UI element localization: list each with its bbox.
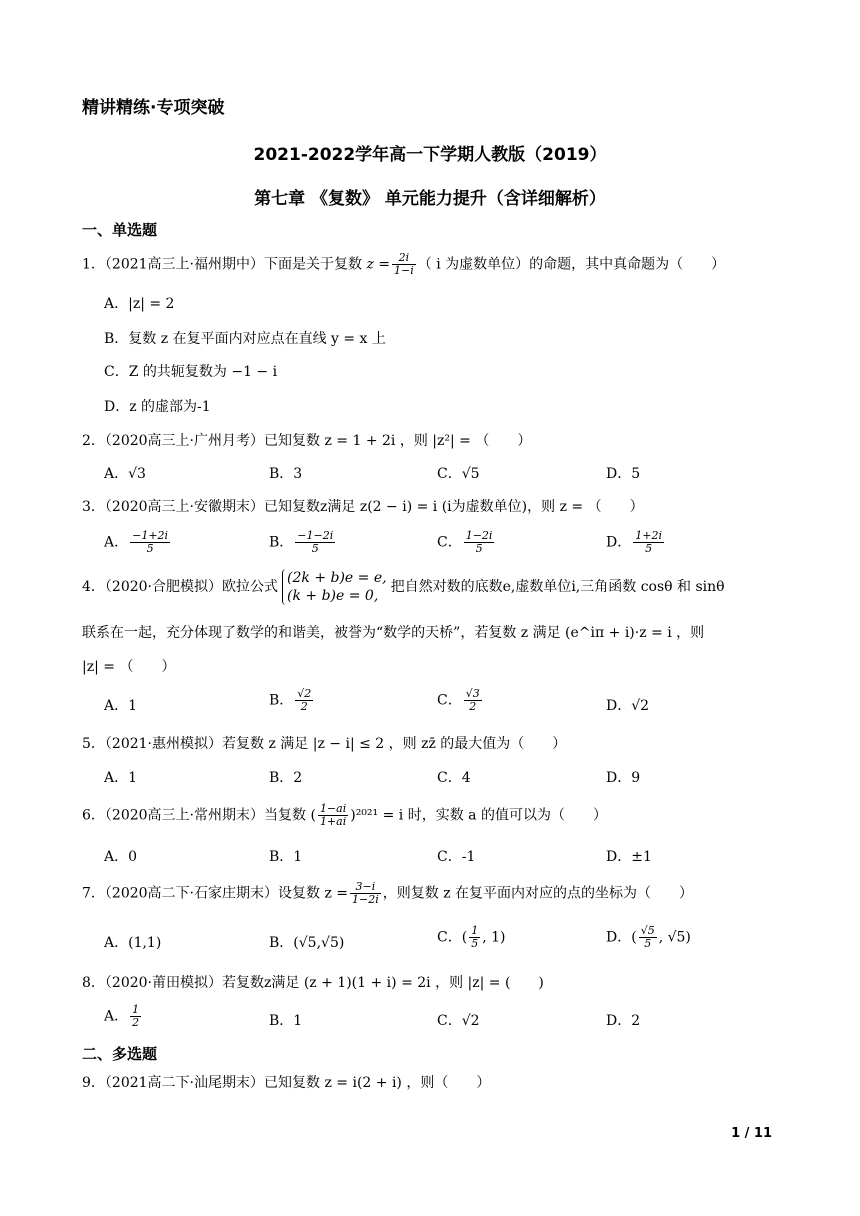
option: C．-1 [437, 849, 476, 865]
option: B．1 [269, 849, 303, 865]
option: D．z 的虚部为-1 [104, 399, 211, 415]
question-source: （2020高三上·安徽期末） [104, 499, 265, 515]
question-source: （2020·莆田模拟） [104, 975, 223, 991]
question-source: （2020高二下·石家庄期末） [104, 885, 279, 902]
question-6: 6．（2020高三上·常州期末）当复数 ( $\frac{1-ai}{1+ai}$ )²⁰²¹ = i 时，实数 a 的值可以为（ ） [82, 802, 607, 828]
question-source: （2021高二下·汕尾期末） [104, 1075, 265, 1091]
doc-title-line2: 第七章 《复数》 单元能力提升（含详细解析） [254, 189, 606, 209]
question-7: 7．（2020高二下·石家庄期末）设复数 z = $\frac{3-i}{1-2i}$ ，则复数 z 在复平面内对应的点的坐标为（ ） [82, 880, 694, 906]
option: B． $\frac{√2}{2}$ [269, 687, 312, 713]
option: B． $\frac{-1-2i}{5}$ [269, 529, 334, 555]
option: C．√5 [437, 466, 480, 482]
option: C．Z 的共轭复数为 −1 − i [104, 364, 278, 380]
option: A．1 [104, 698, 138, 714]
page-number: 1 / 11 [731, 1126, 772, 1141]
option: A． $\frac{1}{2}$ [104, 1003, 140, 1029]
option: D．√2 [606, 698, 650, 714]
question-2: 2．（2020高三上·广州月考）已知复数 z = 1 + 2i ，则 |z²| = （ ） [82, 433, 532, 449]
question-5: 5．（2021·惠州模拟）若复数 z 满足 |z − i| ≤ 2 ，则 zz̄ 的最大值为（ ） [82, 736, 567, 752]
section-single-choice: 一、单选题 [82, 221, 158, 239]
question-source: （2020·合肥模拟） [104, 579, 223, 595]
question-source: （2021高三上·福州期中） [104, 256, 265, 273]
equation-system: (2k + b)e = e, (k + b)e = 0, [282, 569, 387, 605]
question-4-line2: 联系在一起，充分体现了数学的和谐美，被誉为“数学的天桥”，若复数 z 满足 (e^iπ + i)·z = i ，则 [82, 625, 705, 641]
option: A．√3 [104, 466, 146, 482]
question-1: 1．（2021高三上·福州期中）下面是关于复数 z = $\frac{2i}{1-i}$ （ i 为虚数单位）的命题，其中真命题为（ ） [82, 251, 726, 277]
option: D． $\frac{1+2i}{5}$ [606, 529, 662, 555]
question-4: 4．（2020·合肥模拟）欧拉公式 (2k + b)e = e, (k + b)e = 0, 把自然对数的底数e,虚数单位i,三角函数 cosθ 和 sinθ [82, 570, 725, 604]
option: D．±1 [606, 849, 652, 865]
option: B．2 [269, 770, 303, 786]
option: C． $\frac{√3}{2}$ [437, 687, 480, 713]
option: B．1 [269, 1013, 303, 1029]
question-9: 9．（2021高二下·汕尾期末）已知复数 z = i(2 + i) ，则（ ） [82, 1075, 491, 1091]
question-source: （2021·惠州模拟） [104, 736, 223, 752]
question-source: （2020高三上·常州期末） [104, 807, 265, 824]
option: D．( $\frac{√5}{5}$ , √5) [606, 924, 691, 950]
option: A．1 [104, 770, 138, 786]
option: C．( $\frac{1}{5}$ , 1) [437, 924, 506, 950]
question-4-line3: |z| = （ ） [82, 659, 176, 675]
brand-title: 精讲精练·专项突破 [82, 98, 225, 118]
option: A．|z| = 2 [104, 296, 175, 312]
question-8: 8．（2020·莆田模拟）若复数z满足 (z + 1)(1 + i) = 2i ，则 |z| = ( ) [82, 975, 544, 991]
option: D．5 [606, 466, 641, 482]
option: A． $\frac{-1+2i}{5}$ [104, 529, 169, 555]
option: A．0 [104, 849, 138, 865]
question-source: （2020高三上·广州月考） [104, 433, 265, 449]
option: B．3 [269, 466, 303, 482]
option: C． $\frac{1-2i}{5}$ [437, 529, 493, 555]
option: C．4 [437, 770, 471, 786]
option: B．复数 z 在复平面内对应点在直线 y = x 上 [104, 331, 386, 347]
option: D．2 [606, 1013, 641, 1029]
section-multi-choice: 二、多选题 [82, 1045, 158, 1063]
option: B．(√5,√5) [269, 935, 345, 951]
fraction: $\frac{2i}{1-i}$ [394, 251, 414, 277]
doc-title-line1: 2021-2022学年高一下学期人教版（2019） [253, 145, 607, 165]
question-3: 3．（2020高三上·安徽期末）已知复数z满足 z(2 − i) = i (i为虚数单位)，则 z = （ ） [82, 499, 644, 515]
option: D．9 [606, 770, 641, 786]
option: A．(1,1) [104, 935, 162, 951]
option: C．√2 [437, 1013, 480, 1029]
